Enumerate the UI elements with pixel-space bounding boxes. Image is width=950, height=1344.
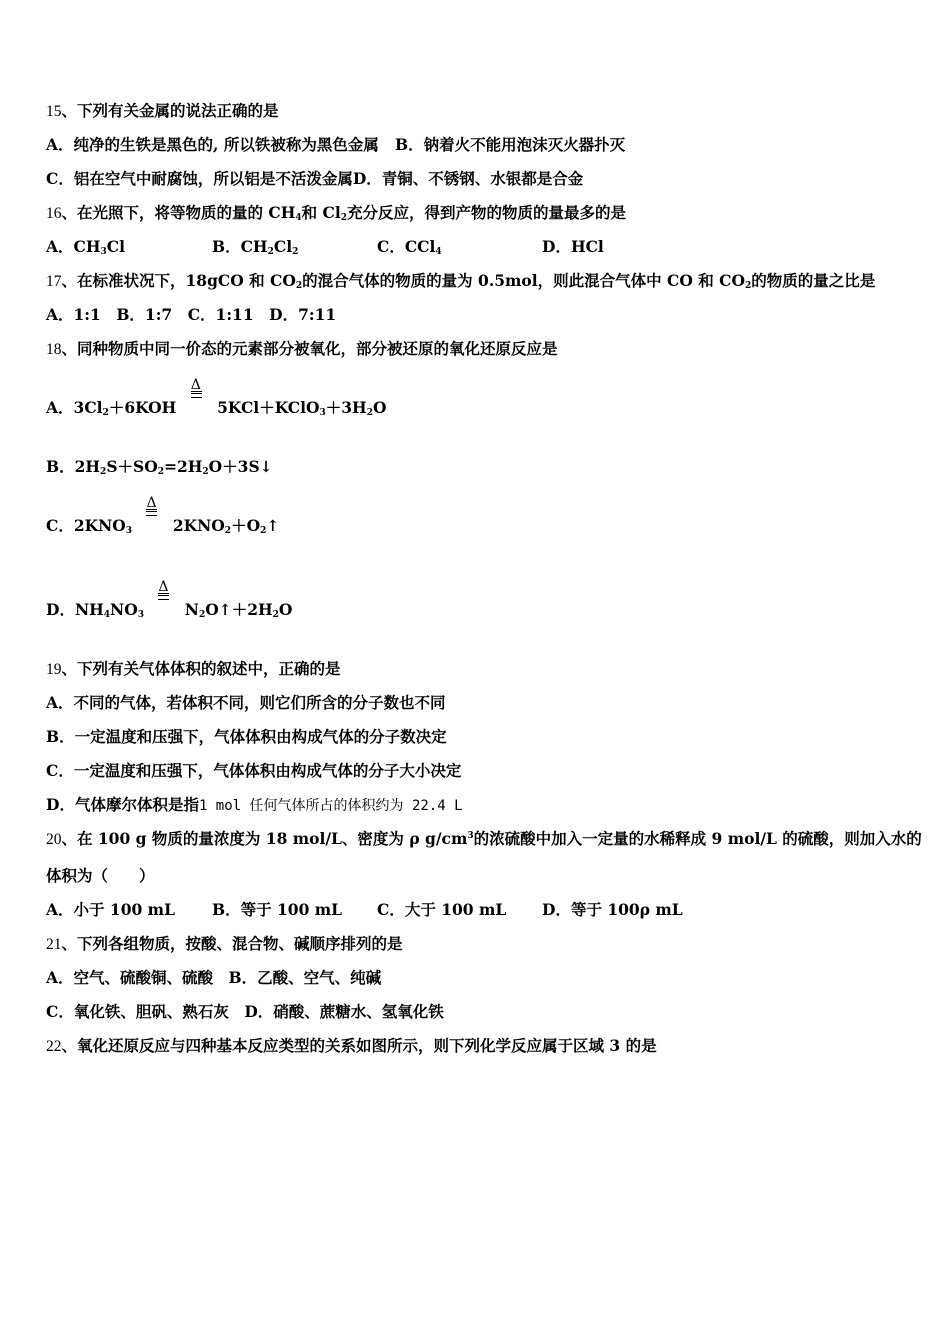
question-18-option-d[interactable]: D．$NH_4NO_3$ Δ $N_2O↑+2H_2O$ [46,579,293,620]
question-20-stem: 20、在 100 g 物质的量浓度为 18 mol/L、密度为 ρ $g/cm^3$的浓硫酸中加入一定量的水稀释成 9 mol/L 的硫酸，则加入水的 [46,829,922,848]
option-b[interactable]: B．一定温度和压强下，气体体积由构成气体的分子数决定 [46,727,447,746]
question-15-options-ab [46,135,625,155]
question-17-stem: 17、在标准状况下，18gCO 和 $CO_2$的混合气体的物质的量为 0.5mol，则此混合气体中 CO 和 $CO_2$的物质的量之比是 [46,271,876,291]
option-d[interactable]: D．气体摩尔体积是指1 mol 任何气体所占的体积约为 22.4 L [46,795,463,814]
question-21-options-ab[interactable]: A．空气、硫酸铜、硫酸 B．乙酸、空气、纯碱 [46,968,382,987]
question-22-stem: 22、氧化还原反应与四种基本反应类型的关系如图所示，则下列化学反应属于区域 3 的是 [46,1036,657,1055]
question-21-options-cd[interactable]: C．氧化铁、胆矾、熟石灰 D．硝酸、蔗糖水、氢氧化铁 [46,1002,444,1021]
option-b[interactable]: B．钠着火不能用泡沫灭火器扑灭 [395,135,626,154]
option-b[interactable]: B．等于 100 mL [212,900,343,919]
option-d[interactable]: D．等于 100ρ mL [542,900,683,919]
question-20-stem-cont: 体积为（ ） [46,866,155,885]
question-15-options-cd [46,169,583,189]
heat-equals-icon: Δ [143,517,161,537]
heat-equals-icon: Δ [155,601,173,621]
question-16-options [46,237,896,259]
option-d[interactable]: D．HCl [542,237,604,256]
option-a[interactable]: A．纯净的生铁是黑色的, 所以铁被称为黑色金属 [46,135,379,154]
option-c[interactable]: C．大于 100 mL [377,900,507,919]
question-18-stem: 18、同种物质中同一价态的元素部分被氧化，部分被还原的氧化还原反应是 [46,339,558,358]
question-20-options [46,900,896,922]
option-a[interactable]: A．$CH_3Cl$ [46,237,126,257]
question-18-option-b[interactable]: B．$2H_2S+SO_2=2H_2O+3S↓$ [46,457,273,477]
question-18-option-c[interactable]: C．$2KNO_3$ Δ $2KNO_2+O_2↑$ [46,495,280,536]
option-c[interactable]: C．CCl$_4$ [377,237,442,257]
option-d[interactable]: D．青铜、不锈钢、水银都是合金 [352,169,584,188]
option-a[interactable]: A．不同的气体，若体积不同，则它们所含的分子数也不同 [46,693,446,712]
option-c[interactable]: C．铝在空气中耐腐蚀，所以铝是不活泼金属 [46,169,353,188]
question-18-option-a[interactable]: A．$3Cl_2+6KOH$ Δ $5KCl+KClO_3+3H_2O$ [46,377,387,418]
question-15-stem: 15、下列有关金属的说法正确的是 [46,101,279,120]
heat-equals-icon: Δ [188,399,206,419]
question-19-stem: 19、下列有关气体体积的叙述中，正确的是 [46,659,341,678]
question-17-options[interactable]: A．1:1 B．1:7 C．1:11 D．7:11 [46,305,337,324]
option-a[interactable]: A．小于 100 mL [46,900,175,919]
question-21-stem: 21、下列各组物质，按酸、混合物、碱顺序排列的是 [46,934,403,953]
option-c[interactable]: C．一定温度和压强下，气体体积由构成气体的分子大小决定 [46,761,462,780]
question-16-stem: 16、在光照下，将等物质的量的 $CH_4$和 $Cl_2$充分反应，得到产物的物质的量最多的是 [46,203,627,223]
option-b[interactable]: B．$CH_2Cl_2$ [212,237,299,257]
